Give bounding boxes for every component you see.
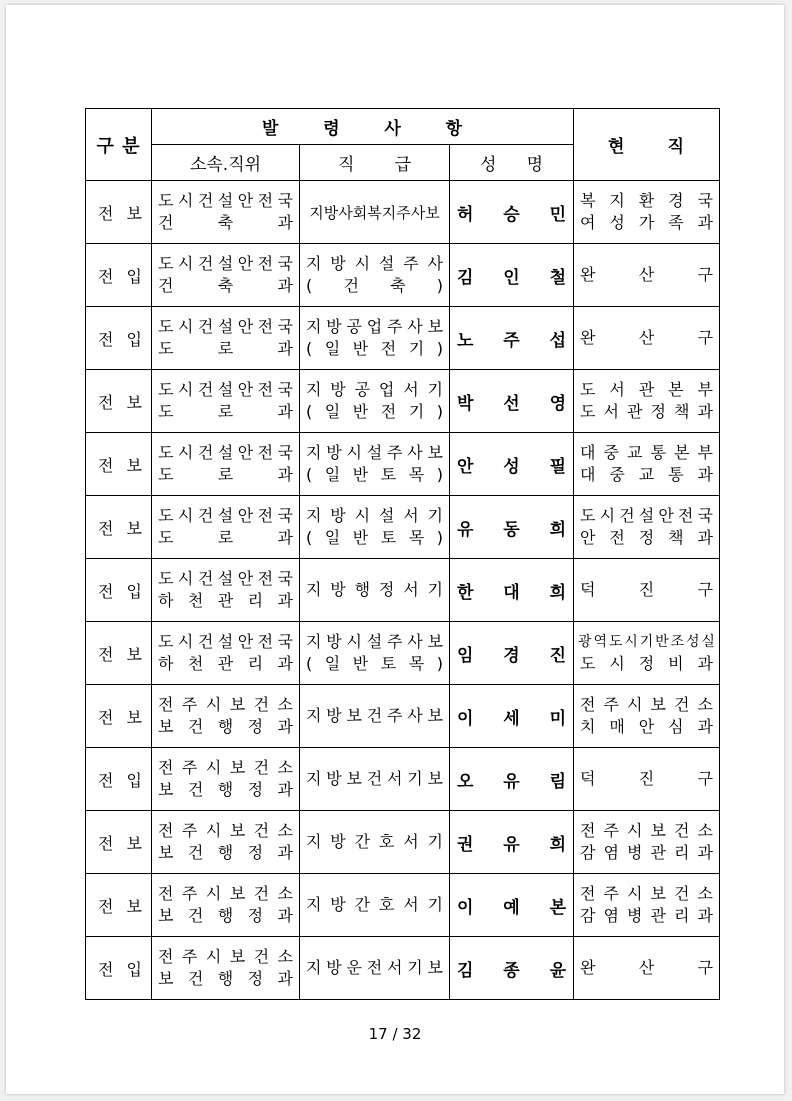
name-cell: 김 종 윤 <box>450 937 574 1000</box>
grade-line: 지 방 시 설 서 기 <box>306 506 443 525</box>
name-cell: 노 주 섭 <box>450 307 574 370</box>
current-position-line: 감 염 병 관 리 과 <box>580 843 713 862</box>
order-type-cell: 전 보 <box>86 622 152 685</box>
grade-line: ( 일 반 전 기 ) <box>306 402 443 421</box>
current-position-cell <box>574 307 720 370</box>
table-row <box>86 181 720 244</box>
current-position-cell <box>574 370 720 433</box>
order-title-header <box>152 109 574 145</box>
table-row <box>86 244 720 307</box>
current-position-cell <box>574 811 720 874</box>
name-cell: 유 동 희 <box>450 496 574 559</box>
header-row-1 <box>86 109 720 145</box>
affiliation-cell <box>152 874 300 937</box>
affiliation-line: 전 주 시 보 건 소 <box>158 695 293 714</box>
affiliation-cell <box>152 559 300 622</box>
current-position-cell <box>574 622 720 685</box>
current-header-text: 현 직 <box>608 137 686 157</box>
order-title-text: 발 령 사 항 <box>262 119 463 139</box>
grade-line: ( 건 축 ) <box>306 276 443 295</box>
affiliation-line: 도 로 과 <box>158 402 293 421</box>
current-position-line: 도 서 관 정 책 과 <box>580 402 713 421</box>
order-type-cell: 전 보 <box>86 685 152 748</box>
grade-header-text: 직 급 <box>338 155 411 175</box>
grade-cell <box>300 559 450 622</box>
current-position-line: 도 시 정 비 과 <box>580 654 713 673</box>
affiliation-line: 보 건 행 정 과 <box>158 717 293 736</box>
affiliation-cell <box>152 433 300 496</box>
affiliation-line: 보 건 행 정 과 <box>158 969 293 988</box>
affiliation-cell <box>152 685 300 748</box>
table-row <box>86 307 720 370</box>
table-row <box>86 874 720 937</box>
grade-cell <box>300 496 450 559</box>
current-position-line: 감 염 병 관 리 과 <box>580 906 713 925</box>
current-position-cell <box>574 937 720 1000</box>
current-position-line: 덕 진 구 <box>580 580 714 599</box>
affiliation-line: 도 시 건 설 안 전 국 <box>158 569 293 588</box>
current-position-cell <box>574 433 720 496</box>
name-cell: 김 인 철 <box>450 244 574 307</box>
current-position-line: 대 중 교 통 과 <box>580 465 713 484</box>
current-position-cell <box>574 685 720 748</box>
current-position-cell <box>574 874 720 937</box>
affiliation-line: 도 로 과 <box>158 465 293 484</box>
order-type-cell: 전 보 <box>86 433 152 496</box>
order-type-cell: 전 입 <box>86 244 152 307</box>
affiliation-line: 도 시 건 설 안 전 국 <box>158 254 293 273</box>
table-row <box>86 685 720 748</box>
grade-header <box>300 145 450 181</box>
grade-line: ( 일 반 토 목 ) <box>306 528 443 547</box>
table-row <box>86 433 720 496</box>
current-position-cell <box>574 748 720 811</box>
table-row <box>86 496 720 559</box>
grade-line: ( 일 반 전 기 ) <box>306 339 443 358</box>
affiliation-line: 도 시 건 설 안 전 국 <box>158 191 293 210</box>
grade-line: ( 일 반 토 목 ) <box>306 465 443 484</box>
affiliation-cell <box>152 496 300 559</box>
table-row <box>86 622 720 685</box>
name-header <box>450 145 574 181</box>
affiliation-line: 도 로 과 <box>158 339 293 358</box>
affiliation-cell <box>152 181 300 244</box>
current-position-cell <box>574 496 720 559</box>
document-page <box>6 5 784 1094</box>
grade-cell <box>300 622 450 685</box>
grade-line: 지 방 시 설 주 사 보 <box>306 443 443 462</box>
current-position-line: 도 시 건 설 안 전 국 <box>580 506 713 525</box>
grade-line: 지 방 운 전 서 기 보 <box>306 958 443 977</box>
grade-line: ( 일 반 토 목 ) <box>306 654 443 673</box>
grade-cell <box>300 811 450 874</box>
affiliation-cell <box>152 937 300 1000</box>
affiliation-cell <box>152 622 300 685</box>
order-type-cell: 전 입 <box>86 307 152 370</box>
order-type-cell: 전 보 <box>86 181 152 244</box>
grade-cell <box>300 370 450 433</box>
name-cell: 이 세 미 <box>450 685 574 748</box>
name-cell: 안 성 필 <box>450 433 574 496</box>
order-type-cell: 전 입 <box>86 937 152 1000</box>
grade-cell <box>300 748 450 811</box>
affiliation-line: 건 축 과 <box>158 276 293 295</box>
affiliation-line: 도 시 건 설 안 전 국 <box>158 317 293 336</box>
grade-line: 지 방 시 설 주 사 <box>306 254 443 273</box>
name-cell: 허 승 민 <box>450 181 574 244</box>
current-position-line: 치 매 안 심 과 <box>580 717 713 736</box>
affiliation-cell <box>152 370 300 433</box>
name-cell: 박 선 영 <box>450 370 574 433</box>
name-cell: 권 유 희 <box>450 811 574 874</box>
affiliation-line: 도 시 건 설 안 전 국 <box>158 443 293 462</box>
affiliation-line: 도 시 건 설 안 전 국 <box>158 380 293 399</box>
affiliation-line: 전 주 시 보 건 소 <box>158 821 293 840</box>
order-type-cell: 전 보 <box>86 811 152 874</box>
affiliation-cell <box>152 307 300 370</box>
personnel-order-table <box>85 108 720 1000</box>
grade-line: 지 방 간 호 서 기 <box>306 832 443 851</box>
table-row <box>86 811 720 874</box>
current-position-header <box>574 109 720 181</box>
affiliation-line: 보 건 행 정 과 <box>158 843 293 862</box>
current-position-line: 완 산 구 <box>580 958 714 977</box>
affiliation-cell <box>152 244 300 307</box>
affiliation-line: 도 시 건 설 안 전 국 <box>158 632 293 651</box>
grade-line: 지 방 시 설 주 사 보 <box>306 632 443 651</box>
grade-line: 지 방 행 정 서 기 <box>306 580 443 599</box>
grade-line: 지 방 공 업 주 사 보 <box>306 317 443 336</box>
name-cell: 임 경 진 <box>450 622 574 685</box>
affiliation-line: 보 건 행 정 과 <box>158 780 293 799</box>
affiliation-line: 하 천 관 리 과 <box>158 654 293 673</box>
affiliation-line: 전 주 시 보 건 소 <box>158 884 293 903</box>
current-position-cell <box>574 559 720 622</box>
current-position-line: 전 주 시 보 건 소 <box>580 695 713 714</box>
order-type-cell: 전 보 <box>86 496 152 559</box>
current-position-line: 대 중 교 통 본 부 <box>580 443 713 462</box>
grade-line: 지 방 간 호 서 기 <box>306 895 443 914</box>
current-position-line: 전 주 시 보 건 소 <box>580 821 713 840</box>
current-position-line: 광 역 도 시 기 반 조 성 실 <box>578 634 715 650</box>
grade-cell <box>300 307 450 370</box>
current-position-line: 안 전 정 책 과 <box>580 528 713 547</box>
table-row <box>86 559 720 622</box>
table-row <box>86 748 720 811</box>
affiliation-cell <box>152 811 300 874</box>
grade-cell <box>300 181 450 244</box>
affiliation-line: 보 건 행 정 과 <box>158 906 293 925</box>
current-position-cell <box>574 244 720 307</box>
current-position-line: 복 지 환 경 국 <box>580 191 713 210</box>
table-row <box>86 937 720 1000</box>
name-header-text: 성 명 <box>480 155 544 175</box>
current-position-line: 여 성 가 족 과 <box>580 213 713 232</box>
current-position-cell <box>574 181 720 244</box>
current-position-line: 덕 진 구 <box>580 769 714 788</box>
name-cell: 이 예 본 <box>450 874 574 937</box>
grade-cell <box>300 937 450 1000</box>
grade-line: 지 방 보 건 주 사 보 <box>306 706 443 725</box>
affiliation-line: 도 로 과 <box>158 528 293 547</box>
page-number: 17 / 32 <box>368 1025 422 1043</box>
current-position-line: 완 산 구 <box>580 328 714 347</box>
grade-cell <box>300 244 450 307</box>
current-position-line: 도 서 관 본 부 <box>580 380 713 399</box>
affiliation-line: 도 시 건 설 안 전 국 <box>158 506 293 525</box>
affiliation-line: 전 주 시 보 건 소 <box>158 947 293 966</box>
name-cell: 오 유 림 <box>450 748 574 811</box>
affiliation-line: 하 천 관 리 과 <box>158 591 293 610</box>
name-cell: 한 대 희 <box>450 559 574 622</box>
grade-line: 지 방 공 업 서 기 <box>306 380 443 399</box>
grade-cell <box>300 685 450 748</box>
current-position-line: 전 주 시 보 건 소 <box>580 884 713 903</box>
category-header: 구 분 <box>86 109 152 181</box>
grade-line: 지방사회복지주사보 <box>309 203 440 222</box>
order-type-cell: 전 입 <box>86 748 152 811</box>
order-type-cell: 전 보 <box>86 874 152 937</box>
affiliation-cell <box>152 748 300 811</box>
grade-cell <box>300 433 450 496</box>
affiliation-header: 소속.직위 <box>152 145 300 181</box>
affiliation-line: 건 축 과 <box>158 213 293 232</box>
order-type-cell: 전 입 <box>86 559 152 622</box>
grade-line: 지 방 보 건 서 기 보 <box>306 769 443 788</box>
grade-cell <box>300 874 450 937</box>
current-position-line: 완 산 구 <box>580 265 714 284</box>
table-row <box>86 370 720 433</box>
order-type-cell: 전 보 <box>86 370 152 433</box>
affiliation-line: 전 주 시 보 건 소 <box>158 758 293 777</box>
